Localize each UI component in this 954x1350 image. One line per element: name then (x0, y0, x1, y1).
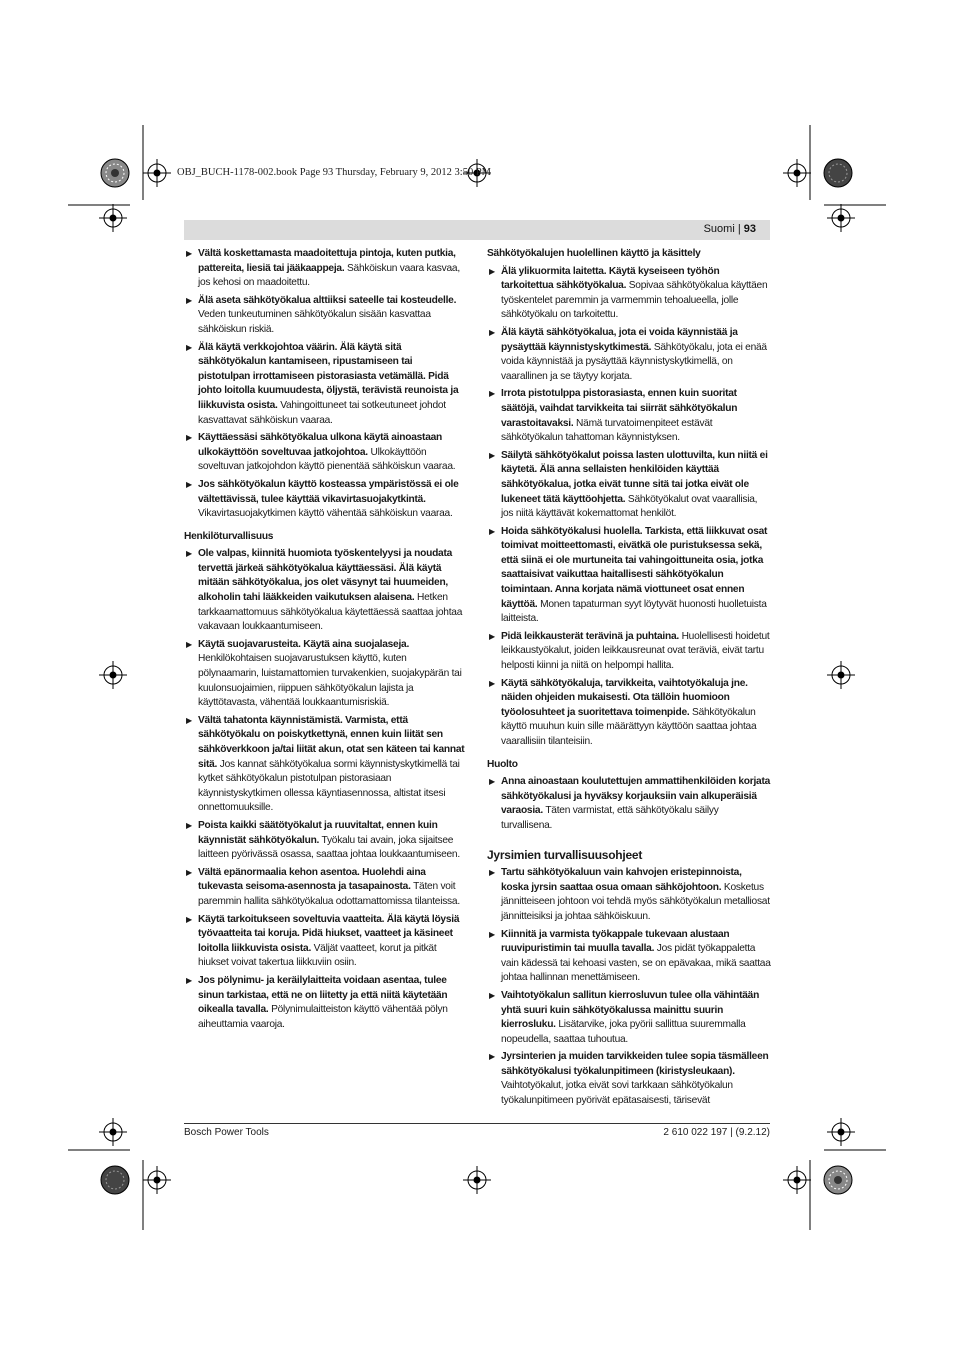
safety-item (184, 247, 466, 291)
item-bold-text: Käytä suojavarusteita. Käytä aina suojalaseja. (198, 638, 410, 650)
safety-item (184, 478, 466, 522)
item-body-text: Täten voit paremmin hallita sähkötyökalua odottamattomissa tilanteissa. (198, 881, 460, 907)
footer-docnumber: 2 610 022 197 | (9.2.12) (663, 1127, 770, 1138)
header-language: Suomi (703, 223, 735, 235)
safety-item (487, 630, 771, 674)
footer-brand: Bosch Power Tools (184, 1127, 269, 1138)
item-bold-text: Pidä leikkausterät terävinä ja puhtaina. (501, 630, 679, 642)
bullet-triangle-icon: ▶ (186, 433, 192, 443)
page-footer (184, 1123, 770, 1138)
item-bold-text: Älä aseta sähkötyökalua alttiiksi sateelle tai kosteudelle. (198, 294, 457, 306)
bullet-triangle-icon: ▶ (186, 479, 192, 489)
item-bold-text: Käyttäessäsi sähkötyökalua ulkona käytä ainoastaan ulkokäyttöön soveltuvaa jatkojohtoa. (198, 432, 443, 458)
safety-item (184, 819, 466, 863)
item-body-text: Huolellisesti hoidetut leikkaustyökalut, joiden leikkausreunat ovat teräviä, eivät tartu helposti kiinni ja niitä on helpompi hallita. (501, 630, 770, 672)
safety-item (487, 525, 771, 627)
item-bold-text: Älä käytä sähkötyökalua, jota ei voida käynnistää ja pysäyttää käynnistyskytkimestä. (501, 326, 738, 353)
section-heading: Jyrsimien turvallisuusohjeet (487, 847, 643, 862)
section-heading: Huolto (487, 758, 518, 770)
item-body-text: Sähkötyökalut ovat vaarallisia, jos niitä käyttävät kokemattomat henkilöt. (501, 493, 758, 520)
bullet-triangle-icon: ▶ (489, 868, 495, 878)
item-body-text: Veden tunkeutuminen sähkötyökalun sisään kasvattaa sähköiskun riskiä. (198, 309, 431, 335)
item-body-text: Täten varmistat, että sähkötyökalu säilyy turvallisena. (501, 805, 719, 831)
safety-item (487, 1050, 771, 1108)
bullet-triangle-icon: ▶ (489, 389, 495, 399)
item-bold-text: Kiinnitä ja varmista työkappale tukevaan alustaan ruuvipuristimin tai muulla tavalla. (501, 928, 730, 955)
item-body-text: Lisätarvike, joka pyörii sallittua suuremmalla nopeudella, saattaa tuhoutua. (501, 1019, 746, 1045)
bullet-triangle-icon: ▶ (186, 342, 192, 352)
safety-item (184, 341, 466, 429)
item-body-text: Sähköiskun vaara kasvaa, jos kehosi on maadoitettu. (198, 262, 460, 289)
bullet-triangle-icon: ▶ (489, 526, 495, 536)
header-separator: | (737, 223, 741, 235)
item-body-text: Kosketus jännitteiseen johtoon voi tehdä myös sähkötyökalun metalliosat jännitteisiksi ja johtaa sähköiskuun. (501, 881, 770, 922)
item-bold-text: Anna ainoastaan koulutettujen ammattihenkilöiden korjata sähkötyökalusi ja hyväksy korjauksiin vain alkuperäisiä varaosia. (501, 776, 771, 817)
print-info: OBJ_BUCH-1178-002.book Page 93 Thursday, February 9, 2012 3:50 PM (177, 167, 492, 178)
bullet-triangle-icon: ▶ (489, 777, 495, 787)
safety-item (184, 974, 466, 1032)
item-body-text: Työkalu tai avain, joka sijaitsee laitteen pyörivässä osassa, saattaa johtaa loukkaantumiseen. (198, 834, 460, 861)
safety-item (184, 714, 466, 816)
item-bold-text: Vaihtotyökalun sallitun kierrosluvun tulee olla vähintään yhtä suuri kuin sähkötyökalussa mainittu suurin kierrosluku. (501, 989, 760, 1031)
safety-item (487, 449, 771, 522)
safety-item (184, 547, 466, 635)
item-body-text: Ulkokäyttöön soveltuvan jatkojohdon käyttö pienentää sähköiskun vaaraa. (198, 446, 456, 473)
item-body-text: Monen tapaturman syyt löytyvät huonosti huolletuista laitteista. (501, 598, 767, 625)
item-bold-text: Älä käytä verkkojohtoa väärin. Älä käytä sitä sähkötyökalun kantamiseen, ripustamiseen tai pistotulpan irrottamiseen pistorasiasta vetämällä. Pidä johto loitolla kuumuudesta, öljystä, terävistä reunoista ja liikkuvista osista. (198, 341, 459, 411)
bullet-triangle-icon: ▶ (489, 990, 495, 1000)
safety-item (487, 775, 771, 833)
safety-item (184, 294, 466, 338)
item-bold-text: Vältä tahatonta käynnistämistä. Varmista, että sähkötyökalu on poiskytkettynä, ennen kuin liität sen sähköverkkoon ja/tai liität akun, otat sen käteen tai kannat sitä. (198, 714, 465, 770)
section-heading: Sähkötyökalujen huolellinen käyttö ja käsittely (487, 248, 701, 259)
item-bold-text: Irrota pistotulppa pistorasiasta, ennen kuin suoritat säätöjä, vaihdat tarvikkeita tai siirrät sähkötyökalun varastoitavaksi. (501, 388, 738, 429)
bullet-triangle-icon: ▶ (186, 639, 192, 649)
item-body-text: Henkilökohtaisen suojavarustuksen käyttö, kuten pölynaamarin, luistamattomien turvakenkien, suojakypärän tai kuulonsuojaimien, riippuen sähkötyökalun lajista ja käyttötavasta, vähentää loukkaantumisriskiä. (198, 653, 462, 709)
item-body-text: Vikavirtasuojakytkimen käyttö vähentää sähköiskun vaaraa. (198, 508, 453, 520)
item-bold-text: Vältä koskettamasta maadoitettuja pintoja, kuten putkia, pattereita, liesiä tai jääkaappeja. (198, 248, 456, 274)
item-bold-text: Älä ylikuormita laitetta. Käytä kyseiseen työhön tarkoitettua sähkötyökalua. (501, 265, 720, 292)
bullet-triangle-icon: ▶ (186, 820, 192, 830)
section-heading: Henkilöturvallisuus (184, 530, 274, 542)
bullet-triangle-icon: ▶ (489, 1052, 495, 1062)
safety-item (184, 866, 466, 910)
item-bold-text: Hoida sähkötyökalusi huolella. Tarkista, että liikkuvat osat toimivat moitteettomasti, eivätkä ole puristuksessa sekä, että siinä ei ole murtuneita tai vahingoittuneita osia, jotka saattaisivat vaikuttaa haitallisesti sähkötyökalun toimintaan. Anna korjata nämä viottuneet osat ennen käyttöä. (501, 525, 768, 610)
item-body-text: Pölynimulaitteiston käyttö vähentää pölyn aiheuttamia vaaroja. (198, 1004, 448, 1030)
bullet-triangle-icon: ▶ (186, 914, 192, 924)
safety-item (487, 866, 771, 924)
item-bold-text: Säilytä sähkötyökalut poissa lasten ulottuvilta, kun niitä ei käytetä. Älä anna sellaisten henkilöiden käyttää sähkötyökalua, jotka eivät tunne sitä tai jotka eivät ole lukeneet tätä käyttöohjetta. (501, 449, 768, 505)
item-body-text: Sopivaa sähkötyökalua käyttäen työskentelet paremmin ja varmemmin tehoalueella, jolle sähkötyökalu on tarkoitettu. (501, 280, 768, 321)
bullet-triangle-icon: ▶ (489, 929, 495, 939)
bullet-triangle-icon: ▶ (186, 975, 192, 985)
item-bold-text: Poista kaikki säätötyökalut ja ruuvitaltat, ennen kuin käynnistät sähkötyökalun. (198, 819, 438, 846)
item-body-text: Sähkötyökalun käyttö muuhun kuin sille määrättyyn käyttöön saattaa johtaa vaarallisiin tilanteisiin. (501, 706, 757, 747)
item-body-text: Väljät vaatteet, korut ja pitkät hiukset voivat takertua liikkuviin osiin. (198, 942, 437, 969)
item-bold-text: Käytä tarkoitukseen soveltuvia vaatteita. Älä käytä löysiä työvaatteita tai koruja. Pidä hiukset, vaatteet ja käsineet loitolla liikkuvista osista. (198, 913, 460, 954)
right-column (487, 247, 771, 1112)
item-body-text: Vaihtotyökalut, jotka eivät sovi tarkkaan sähkötyökalun työkalunpitimeen pyörivät epätasaisesti, tärisevät (501, 1080, 733, 1107)
safety-item (184, 431, 466, 475)
bullet-triangle-icon: ▶ (489, 327, 495, 337)
item-body-text: Jos pidät työkappaletta vain kädessä tai kehoasi vasten, se on epävakaa, mikä saattaa johtaa hallinnan menettämiseen. (501, 943, 771, 984)
item-bold-text: Ole valpas, kiinnitä huomiota työskentelyysi ja noudata tervettä järkeä sähkötyökalua käyttäessäsi. Älä käytä mitään sähkötyökalua, jos olet väsynyt tai huumeiden, alkoholin tahi lääkkeiden vaikutuksen alaisena. (198, 548, 453, 604)
left-column (184, 247, 466, 1035)
item-bold-text: Jyrsinterien ja muiden tarvikkeiden tulee sopia täsmälleen sähkötyökalusi työkalunpitimeen (kiristysleukaan). (501, 1051, 769, 1077)
bullet-triangle-icon: ▶ (489, 266, 495, 276)
safety-item (184, 913, 466, 971)
bullet-triangle-icon: ▶ (186, 867, 192, 877)
page-number: 93 (743, 223, 756, 235)
item-body-text: Jos kannat sähkötyökalua sormi käynnistyskytkimellä tai kytket sähkötyökalun pistotulpan pistorasiaan käynnistyskytkimen ollessa käyntiasennossa, altistat itsesi onnettomuuksille. (198, 758, 460, 814)
bullet-triangle-icon: ▶ (489, 450, 495, 460)
page-header (184, 220, 770, 240)
bullet-triangle-icon: ▶ (489, 631, 495, 641)
item-body-text: Nämä turvatoimenpiteet estävät sähkötyökalun tahattoman käynnistyksen. (501, 417, 713, 444)
safety-item (487, 265, 771, 323)
safety-item (487, 677, 771, 750)
safety-item (487, 387, 771, 445)
bullet-triangle-icon: ▶ (489, 678, 495, 688)
safety-item (487, 928, 771, 986)
safety-item (184, 638, 466, 711)
item-bold-text: Vältä epänormaalia kehon asentoa. Huolehdi aina tukevasta seisoma-asennosta ja tasapainosta. (198, 866, 426, 893)
header-text (704, 223, 756, 235)
safety-item (487, 326, 771, 384)
item-bold-text: Tartu sähkötyökaluun vain kahvojen eristepinnoista, koska jyrsin saattaa osua omaan sähköjohtoon. (501, 867, 742, 893)
item-bold-text: Jos sähkötyökalun käyttö kosteassa ympäristössä ei ole vältettävissä, tulee käyttää vikavirtasuojakytkintä. (198, 478, 459, 505)
item-body-text: Sähkötyökalu, jota ei enää voida käynnistää ja pysäyttää käynnistyskytkimellä, on vaarallinen ja se täytyy korjata. (501, 341, 767, 382)
item-bold-text: Jos pölynimu- ja keräilylaitteita voidaan asentaa, tulee sinun tarkistaa, että ne on liitetty ja että niitä käytetään oikealla tavalla. (198, 974, 448, 1016)
bullet-triangle-icon: ▶ (186, 715, 192, 725)
safety-item (487, 989, 771, 1047)
item-body-text: Vahingoittuneet tai sotkeutuneet johdot kasvattavat sähköiskun vaaraa. (198, 399, 446, 426)
item-bold-text: Käytä sähkötyökaluja, tarvikkeita, vaihtotyökaluja jne. näiden ohjeiden mukaisesti. Ota tällöin huomioon työolosuhteet ja suoritettava toimenpide. (501, 677, 748, 718)
bullet-triangle-icon: ▶ (186, 249, 192, 258)
bullet-triangle-icon: ▶ (186, 295, 192, 305)
item-body-text: Hetken tarkkaamattomuus sähkötyökalua käytettäessä saattaa johtaa vakavaan loukkaantumiseen. (198, 592, 463, 633)
bullet-triangle-icon: ▶ (186, 549, 192, 559)
